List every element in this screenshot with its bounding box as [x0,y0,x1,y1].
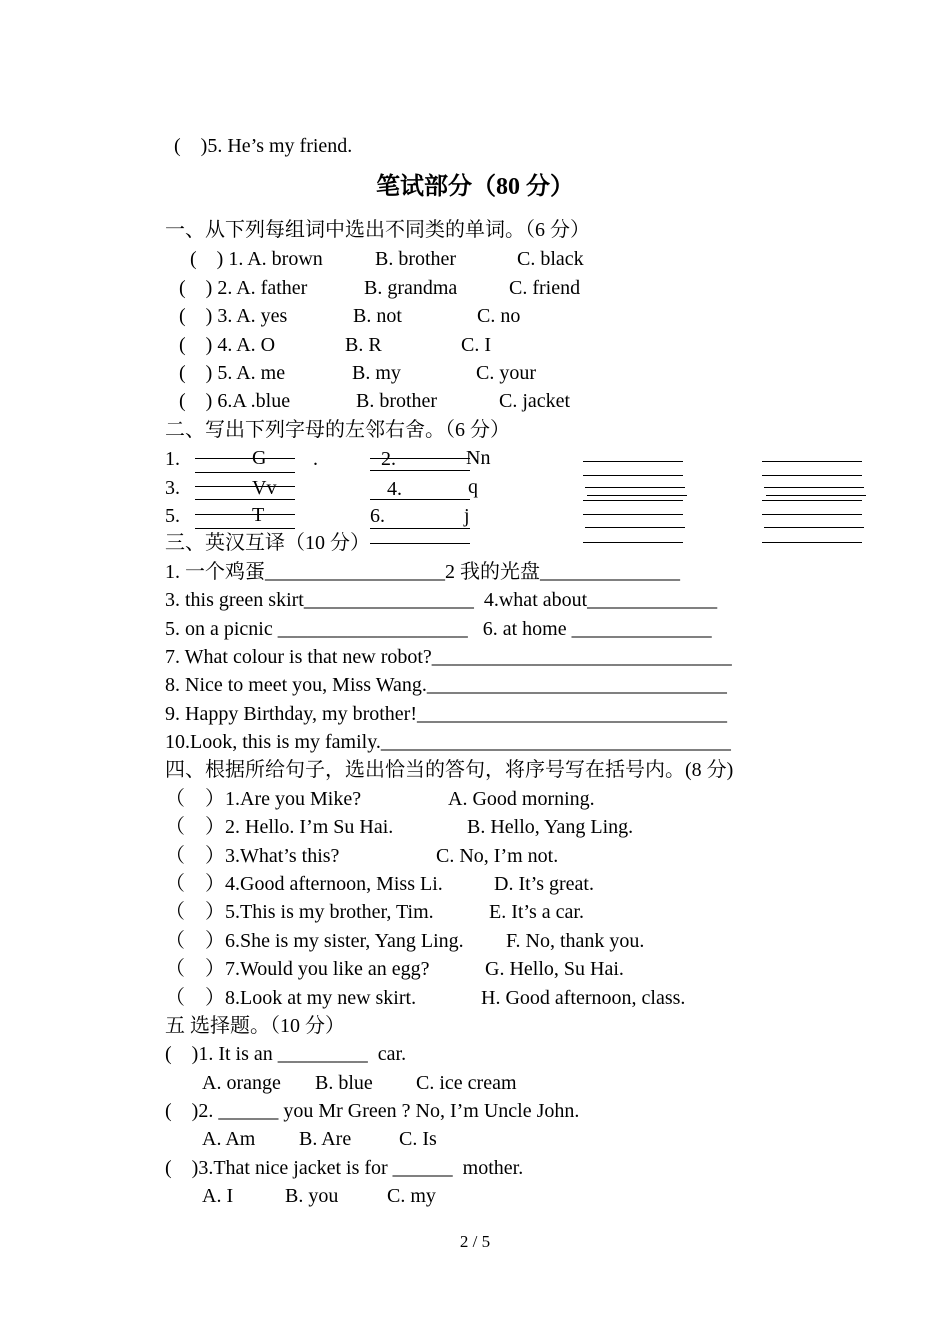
s1-row-1-option-c: C. black [517,248,584,270]
s5-q2-option-c[interactable]: C. Is [399,1128,437,1150]
s2-blank-line[interactable] [762,514,862,515]
s3-line-5[interactable]: 8. Nice to meet you, Miss Wang.______________________________ [165,674,727,696]
s2-blank-line[interactable] [585,527,685,528]
s4-answer-option: A. Good morning. [448,788,595,810]
s2-blank-line[interactable] [195,499,295,500]
s5-question-2[interactable]: ( )2. ______ you Mr Green ? No, I’m Uncle John. [165,1100,580,1122]
s2-blank-line[interactable] [195,486,295,487]
s4-question[interactable]: （ ）1.Are you Mike? [165,788,362,810]
s1-row-4-option-c: C. I [461,334,491,356]
s2-item-2-num: 2. [381,448,396,470]
s2-blank-line[interactable] [370,528,470,529]
s4-question[interactable]: （ ）3.What’s this? [165,845,340,867]
s1-row-1-prefix: ( ) 1. A. brown [190,248,323,270]
s3-line-7[interactable]: 10.Look, this is my family.___________________________________ [165,731,731,753]
s2-blank-line[interactable] [587,495,687,496]
s4-question[interactable]: （ ）6.She is my sister, Yang Ling. [165,930,464,952]
s2-item-2-letter: Nn [466,447,491,469]
s2-blank-line[interactable] [766,495,866,496]
s4-answer-option: H. Good afternoon, class. [481,987,686,1009]
previous-question: ( )5. He’s my friend. [174,135,353,157]
s2-item-3-num: 3. [165,477,180,499]
s2-item-5-num: 5. [165,505,180,527]
s4-answer-option: D. It’s great. [494,873,594,895]
s2-blank-line[interactable] [762,500,862,501]
section-4-heading: 四、根据所给句子，选出恰当的答句，将序号写在括号内。(8 分) [165,759,734,781]
s4-question[interactable]: （ ）8.Look at my new skirt. [165,987,417,1009]
s5-q1-option-a[interactable]: A. orange [202,1072,281,1094]
s1-row-1-option-b: B. brother [375,248,457,270]
s2-blank-line[interactable] [195,472,295,473]
s2-blank-line[interactable] [583,514,683,515]
s2-blank-line[interactable] [370,470,470,471]
page-number: 2 / 5 [459,1232,491,1251]
s4-question[interactable]: （ ）5.This is my brother, Tim. [165,901,434,923]
s4-question[interactable]: （ ）7.Would you like an egg? [165,958,430,980]
s1-row-4-prefix: ( ) 4. A. O [179,334,276,356]
s4-answer-option: G. Hello, Su Hai. [485,958,624,980]
s2-blank-line[interactable] [764,487,864,488]
s2-item-5-letter: T [252,504,265,526]
s4-answer-option: B. Hello, Yang Ling. [467,816,634,838]
s2-blank-line[interactable] [583,500,683,501]
s1-row-4-option-b: B. R [345,334,382,356]
page-title: 笔试部分（80 分） [376,174,574,200]
s4-question[interactable]: （ ）4.Good afternoon, Miss Li. [165,873,443,895]
section-2-heading: 二、写出下列字母的左邻右舍。（6 分） [165,419,510,441]
s2-item-4-num: 4. [387,478,402,500]
s5-q3-option-c[interactable]: C. my [387,1185,436,1207]
s4-answer-option: E. It’s a car. [489,901,584,923]
s2-blank-line[interactable] [583,542,683,543]
s1-row-2-option-c: C. friend [509,277,581,299]
s3-line-4[interactable]: 7. What colour is that new robot?______________________________ [165,646,732,668]
s2-item-6-letter: j [464,505,470,527]
s5-q3-option-a[interactable]: A. I [202,1185,234,1207]
section-5-heading: 五 选择题。（10 分） [165,1015,345,1037]
s2-blank-line[interactable] [583,461,683,462]
s2-blank-line[interactable] [585,487,685,488]
s5-q1-option-c[interactable]: C. ice cream [416,1072,517,1094]
s2-blank-line[interactable] [583,475,683,476]
s3-line-1[interactable]: 1. 一个鸡蛋__________________2 我的光盘______________ [165,561,680,583]
s2-blank-line[interactable] [370,543,470,544]
s4-answer-option: C. No, I’m not. [436,845,559,867]
s1-row-6-prefix: ( ) 6.A .blue [179,390,291,412]
s5-question-3[interactable]: ( )3.That nice jacket is for ______ mother. [165,1157,524,1179]
s1-row-6-option-b: B. brother [356,390,438,412]
s3-line-6[interactable]: 9. Happy Birthday, my brother!_______________________________ [165,703,727,725]
s1-row-2-option-b: B. grandma [364,277,458,299]
s5-q3-option-b[interactable]: B. you [285,1185,339,1207]
s1-row-3-option-b: B. not [353,305,402,327]
s2-item-1-dot: . [313,448,318,470]
s2-item-1-letter: G [252,447,267,469]
s2-blank-line[interactable] [370,458,470,459]
s1-row-5-prefix: ( ) 5. A. me [179,362,286,384]
section-3-heading: 三、英汉互译（10 分） [165,532,370,554]
s2-blank-line[interactable] [764,527,864,528]
s2-blank-line[interactable] [370,499,470,500]
s2-item-6-num: 6. [370,505,385,527]
s2-blank-line[interactable] [762,461,862,462]
s2-item-3-letter: Vv [252,477,277,499]
section-1-heading: 一、从下列每组词中选出不同类的单词。（6 分） [165,219,590,241]
s2-blank-line[interactable] [762,475,862,476]
s2-blank-line[interactable] [762,542,862,543]
s1-row-5-option-c: C. your [476,362,536,384]
s1-row-3-prefix: ( ) 3. A. yes [179,305,288,327]
s4-answer-option: F. No, thank you. [506,930,645,952]
s2-blank-line[interactable] [195,458,295,459]
s2-blank-line[interactable] [195,514,295,515]
s1-row-2-prefix: ( ) 2. A. father [179,277,308,299]
s2-item-4-letter: q [468,476,478,498]
s1-row-6-option-c: C. jacket [499,390,571,412]
s1-row-3-option-c: C. no [477,305,521,327]
s5-q1-option-b[interactable]: B. blue [315,1072,373,1094]
s3-line-2[interactable]: 3. this green skirt_________________ 4.what about_____________ [165,589,718,611]
s5-question-1[interactable]: ( )1. It is an _________ car. [165,1043,407,1065]
s5-q2-option-a[interactable]: A. Am [202,1128,256,1150]
s3-line-3[interactable]: 5. on a picnic ___________________ 6. at home ______________ [165,618,712,640]
s4-question[interactable]: （ ）2. Hello. I’m Su Hai. [165,816,394,838]
s5-q2-option-b[interactable]: B. Are [299,1128,352,1150]
s2-item-1-num: 1. [165,448,180,470]
s1-row-5-option-b: B. my [352,362,401,384]
s2-blank-line[interactable] [195,528,295,529]
